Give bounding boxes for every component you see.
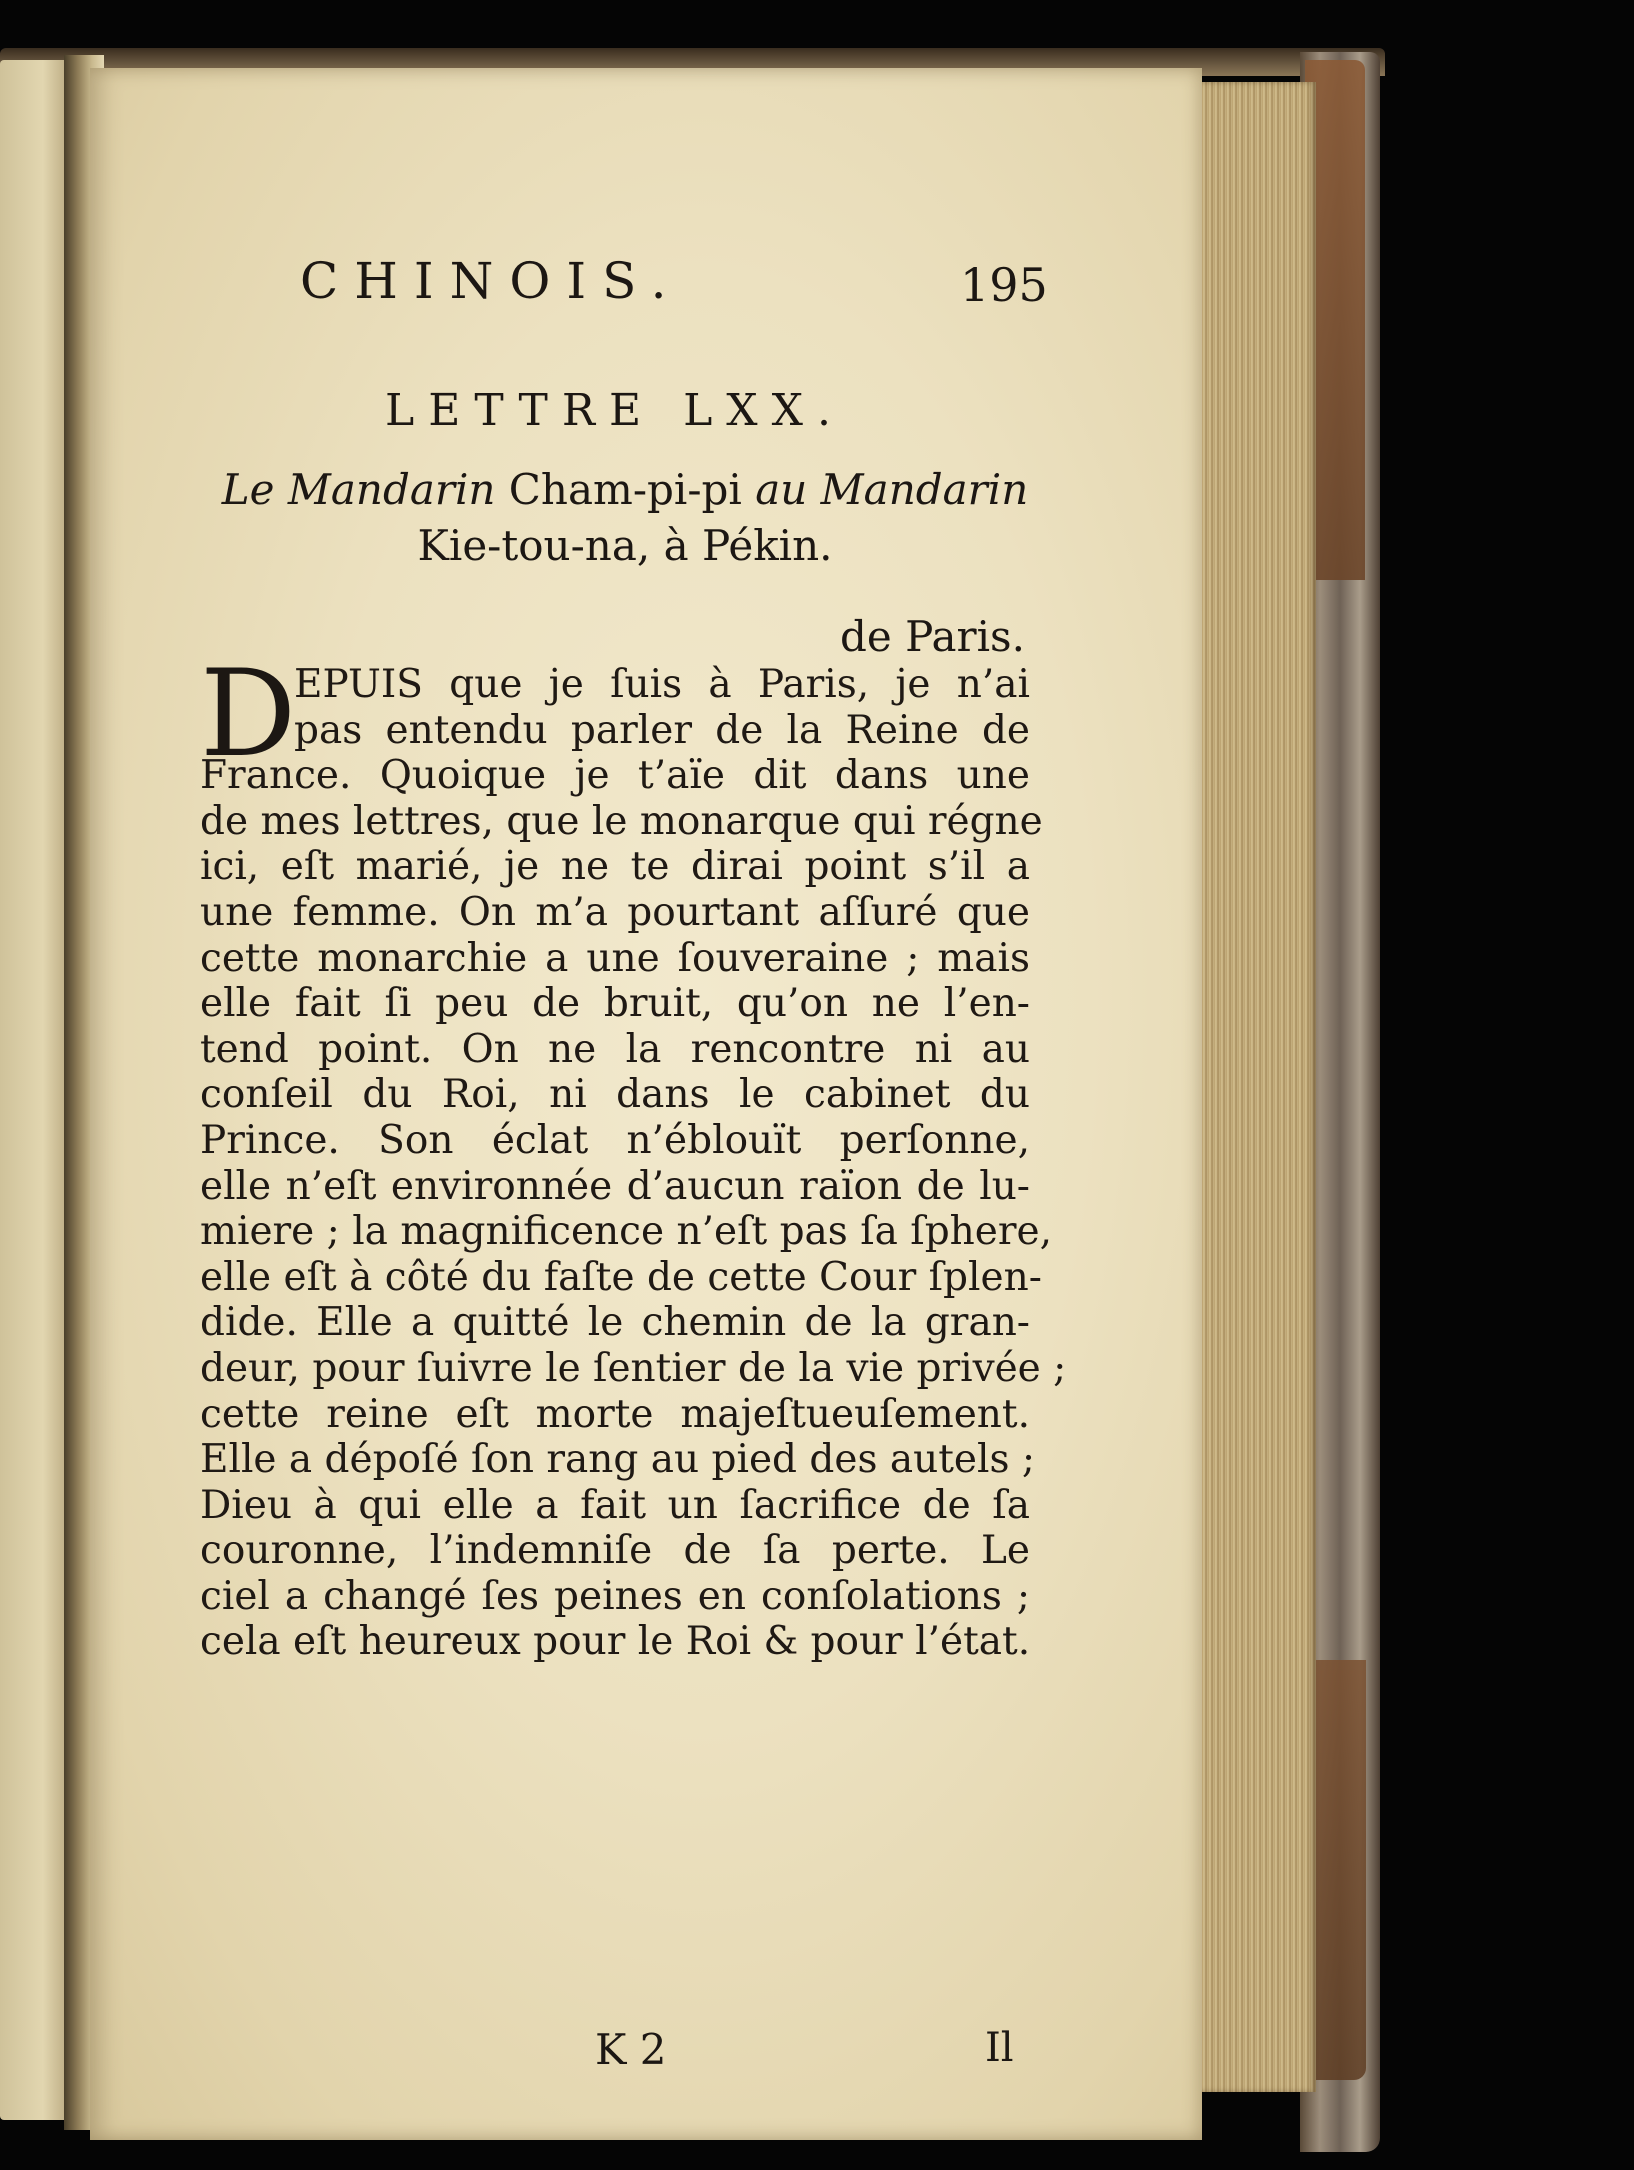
body-line: Elle a dépoſé ſon rang au pied des autels ; [200,1437,1035,1483]
body-line: ciel a changé ſes peines en conſolations ; [200,1573,1030,1619]
running-head: CHINOIS. [300,252,683,310]
body-line: pas entendu parler de la Reine de [294,707,1030,753]
address-line-2: Kie-tou-na, à Pékin. [417,521,833,570]
letter-place: de Paris. [840,612,1025,661]
letter-title: LETTRE LXX. [385,385,845,436]
body-line: miere ; la magnificence n’eſt pas ſa ſphere, [200,1209,1053,1255]
body-line: France. Quoique je t’aïe dit dans une [200,753,1030,799]
letter-address [205,462,1045,574]
body-line: couronne, l’indemniſe de ſa perte. Le [200,1528,1030,1574]
body-line: cette monarchie a une ſouveraine ; mais [200,935,1030,981]
body-line: Dieu à qui elle a fait un ſacrifice de ſa [200,1482,1030,1528]
body-line: EPUIS que je ſuis à Paris, je n’ai [294,662,1030,707]
letter-body [200,662,1067,1665]
body-line: elle n’eſt environnée d’aucun raïon de lu- [200,1163,1030,1209]
cover-leather-patch-bottom [1308,1660,1366,2080]
body-line: dide. Elle a quitté le chemin de la gran- [200,1300,1030,1346]
body-line: tend point. On ne la rencontre ni au [200,1026,1030,1072]
body-line: deur, pour ſuivre le ſentier de la vie privée ; [200,1345,1067,1391]
body-line: cela eſt heureux pour le Roi & pour l’état. [200,1619,1031,1665]
body-line: ici, eſt marié, je ne te dirai point s’il a [200,844,1030,890]
body-line: elle fait ſi peu de bruit, qu’on ne l’en- [200,981,1030,1027]
drop-capital: D [200,645,297,784]
address-sender-italic: Le Mandarin [221,465,496,514]
body-line: cette reine eſt morte majeſtueuſement. [200,1391,1030,1437]
body-line: Prince. Son éclat n’éblouït perſonne, [200,1117,1030,1163]
address-line-1 [205,462,1045,518]
page-number: 195 [960,258,1048,312]
body-line: de mes lettres, que le monarque qui régne [200,798,1043,844]
address-recipient-italic: au Mandarin [755,465,1029,514]
body-line: une femme. On m’a pourtant aſſuré que [200,889,1030,935]
page-fore-edge [1196,82,1316,2092]
signature-mark: K 2 [595,2025,667,2074]
address-sender-name: Cham-pi-pi [495,465,756,514]
catchword: Il [985,2025,1014,2071]
body-line: conſeil du Roi, ni dans le cabinet du [200,1072,1030,1118]
body-line: elle eſt à côté du faſte de cette Cour ſplen- [200,1254,1042,1300]
